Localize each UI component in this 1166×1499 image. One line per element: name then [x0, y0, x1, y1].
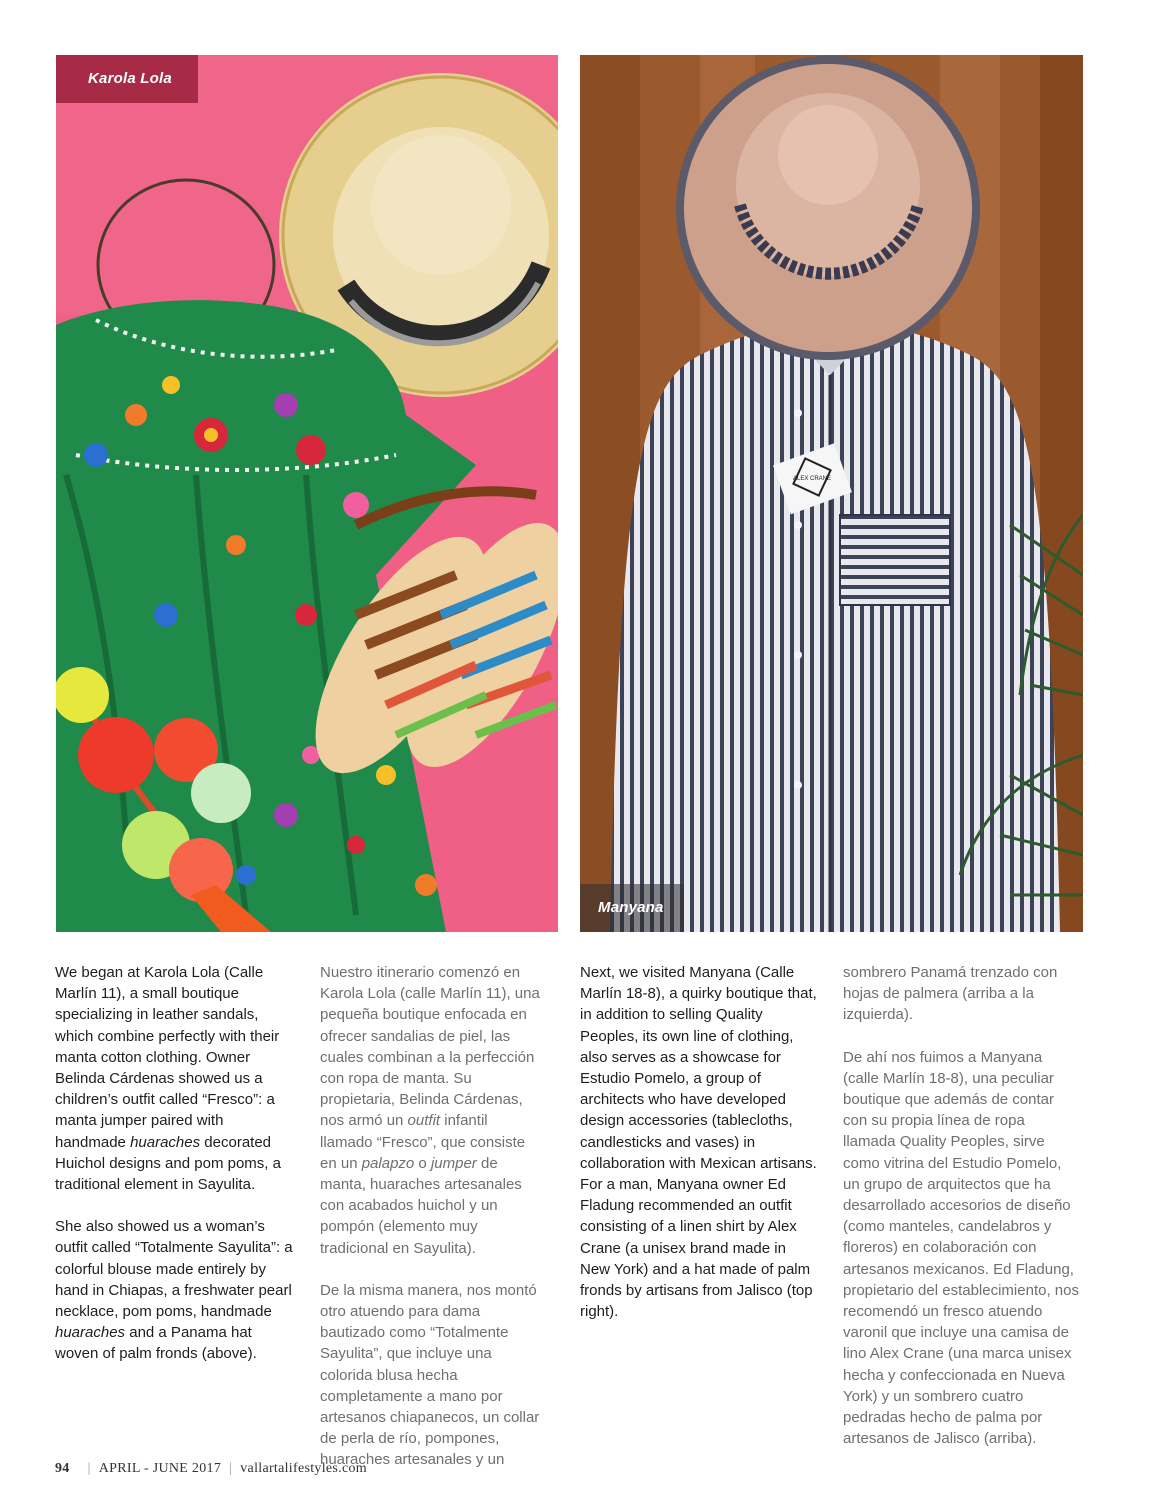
- column-english-karola: [55, 962, 295, 1386]
- palm-hat: [678, 58, 978, 358]
- paragraph: She also showed us a woman’s outfit called “Totalmente Sayulita”: a colorful blouse made entirely by hand in Chiapas, a freshwater pearl necklace, pom poms, handmade huaraches and a Panama hat woven of palm fronds (above).: [55, 1218, 293, 1363]
- column-spanish-manyana: [843, 962, 1081, 1470]
- paragraph: Next, we visited Manyana (Calle Marlín 18-8), a quirky boutique that, in addition to selling Quality Peoples, its own line of clothing, also serves as a showcase for Estudio Pomelo, a group of architects who have developed design accessories (tablecloths, candlesticks and vases) in collaboration with Mexican artisans. For a man, Manyana owner Ed Fladung recommended an outfit consisting of a linen shirt by Alex Crane (a unisex brand made in New York) and a hat made of palm fronds by artisans from Jalisco (top right).: [580, 964, 817, 1321]
- issue-date: APRIL - JUNE 2017: [98, 1461, 222, 1476]
- manyana-label: Manyana: [580, 884, 684, 932]
- paragraph: De la misma manera, nos montó otro atuendo para dama bautizado como “Totalmente Sayulita”, que incluye una colorida blusa hecha completamente a mano por artesanos chiapanecos, un collar de perla de río, pompones, huaraches artesanales y un: [320, 1281, 540, 1469]
- column-spanish-karola: [320, 962, 542, 1492]
- paragraph: We began at Karola Lola (Calle Marlín 11), a small boutique specializing in leather sandals, which combine perfectly with their manta cotton clothing. Owner Belinda Cárdenas showed us a children’s outfit called “Fresco”: a manta jumper paired with handmade huaraches decorated Huichol designs and pom poms, a traditional element in Sayulita.: [55, 964, 281, 1194]
- linen-shirt: [610, 322, 1060, 932]
- page-footer: [55, 1461, 367, 1477]
- footer-separator: |: [87, 1461, 91, 1476]
- karola-lola-label: Karola Lola: [56, 55, 198, 103]
- paragraph: sombrero Panamá trenzado con hojas de palmera (arriba a la izquierda).: [843, 964, 1058, 1024]
- page-number: 94: [55, 1461, 70, 1476]
- website-link[interactable]: vallartalifestyles.com: [240, 1461, 367, 1476]
- manyana-illustration: [580, 55, 1083, 932]
- column-english-manyana: [580, 962, 818, 1343]
- karola-lola-illustration: [56, 55, 558, 932]
- paragraph: Nuestro itinerario comenzó en Karola Lola (calle Marlín 11), una pequeña boutique enfocada en ofrecer sandalias de piel, las cuales combinan a la perfección con ropa de manta. Su propietaria, Belinda Cárdenas, nos armó un outfit infantil llamado “Fresco”, que consiste en un palapzo o jumper de manta, huaraches artesanales con acabados huichol y un pompón (elemento muy tradicional en Sayulita).: [320, 964, 540, 1257]
- manyana-photo: [580, 55, 1083, 932]
- paragraph: De ahí nos fuimos a Manyana (calle Marlín 18-8), una peculiar boutique que además de contar con su propia línea de ropa llamada Quality Peoples, sirve como vitrina del Estudio Pomelo, un grupo de arquitectos que ha desarrollado accesorios de diseño (como manteles, candelabros y floreros) en colaboración con artesanos mexicanos. Ed Fladung, propietario del establecimiento, nos recomendó un fresco atuendo varonil que incluye una camisa de lino Alex Crane (una marca unisex hecha y confeccionada en Nueva York) y un sombrero cuatro pedradas hecho de palma por artesanos de Jalisco (arriba).: [843, 1048, 1079, 1448]
- karola-lola-photo: [56, 55, 558, 932]
- svg-text:ALEX CRANE: ALEX CRANE: [792, 476, 832, 482]
- footer-separator: |: [229, 1461, 233, 1476]
